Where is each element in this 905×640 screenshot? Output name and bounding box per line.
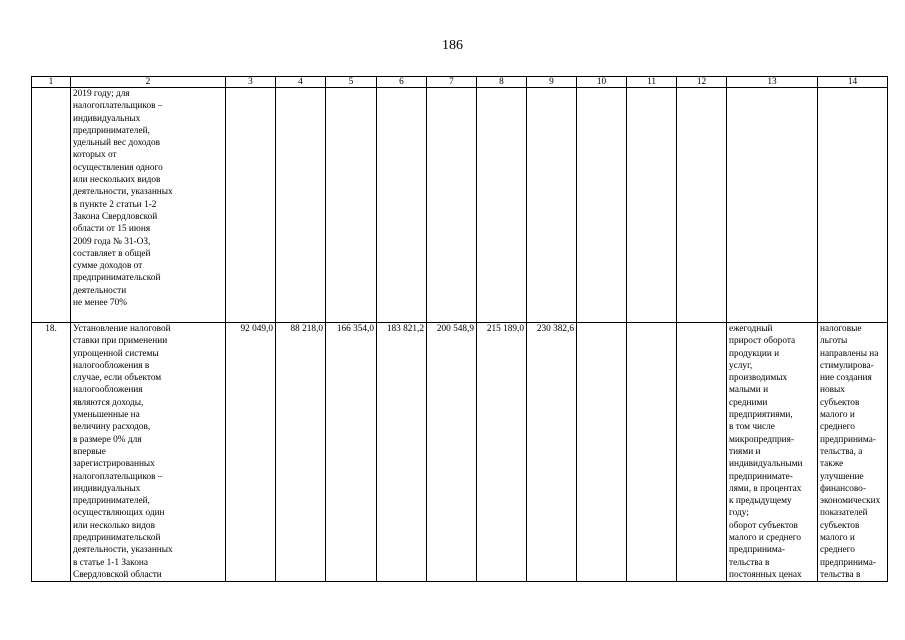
column-header: 13 xyxy=(727,77,818,88)
value-cell xyxy=(427,88,477,323)
column-header: 4 xyxy=(276,77,326,88)
column-header: 9 xyxy=(527,77,577,88)
assessment-cell: налоговые льготы направлены на стимулирова- ние создания новых субъектов малого и среднего предпринима- тельства, а также улучшение финансово- экономических показателей субъектов малого и среднего предпринима- тельства в xyxy=(818,323,888,582)
indicator-cell xyxy=(727,88,818,323)
column-header: 8 xyxy=(477,77,527,88)
indicator-cell: ежегодный прирост оборота продукции и услуг, производимых малыми и средними предприятиями, в том числе микропредприя- тиями и индивидуальными предпринимате- лями, в процентах к предыдущему году; оборот субъектов малого и среднего предпринима- тельства в постоянных ценах xyxy=(727,323,818,582)
column-header: 6 xyxy=(377,77,427,88)
empty-cell xyxy=(677,323,727,582)
column-header: 2 xyxy=(71,77,226,88)
value-cell: 230 382,6 xyxy=(527,323,577,582)
value-cell xyxy=(477,88,527,323)
benefit-description: 2019 году; для налогоплательщиков – индивидуальных предпринимателей, удельный вес доходов которых от осуществления одного или нескольких видов деятельности, указанных в пункте 2 статьи 1-2 Закона Свердловской области от 15 июня 2009 года № 31-ОЗ, составляет в общей сумме доходов от предпринимательской деятельности не менее 70% xyxy=(71,88,226,323)
value-cell xyxy=(226,88,276,323)
value-cell: 166 354,0 xyxy=(326,323,377,582)
empty-cell xyxy=(627,88,677,323)
empty-cell xyxy=(627,323,677,582)
value-cell: 183 821,2 xyxy=(377,323,427,582)
table-row xyxy=(32,323,888,582)
value-cell: 92 049,0 xyxy=(226,323,276,582)
table-row xyxy=(32,88,888,323)
value-cell xyxy=(527,88,577,323)
column-header: 11 xyxy=(627,77,677,88)
value-cell: 200 548,9 xyxy=(427,323,477,582)
column-header: 10 xyxy=(577,77,627,88)
value-cell: 88 218,0 xyxy=(276,323,326,582)
column-header: 1 xyxy=(32,77,71,88)
page-number: 186 xyxy=(442,38,463,53)
benefit-description: Установление налоговой ставки при применении упрощенной системы налогообложения в случае, если объектом налогообложения являются доходы, уменьшенные на величину расходов, в размере 0% для впервые зарегистрированных налогоплательщиков – индивидуальных предпринимателей, осуществляющих один или несколько видов предпринимательской деятельности, указанных в статье 1-1 Закона Свердловской области xyxy=(71,323,226,582)
column-header: 12 xyxy=(677,77,727,88)
value-cell xyxy=(326,88,377,323)
empty-cell xyxy=(577,88,627,323)
value-cell: 215 189,0 xyxy=(477,323,527,582)
column-header: 14 xyxy=(818,77,888,88)
column-header: 5 xyxy=(326,77,377,88)
empty-cell xyxy=(577,323,627,582)
header-row xyxy=(32,77,888,88)
value-cell xyxy=(377,88,427,323)
value-cell xyxy=(276,88,326,323)
row-number: 18. xyxy=(32,323,71,582)
empty-cell xyxy=(677,88,727,323)
column-header: 7 xyxy=(427,77,477,88)
row-number xyxy=(32,88,71,323)
assessment-cell xyxy=(818,88,888,323)
tax-benefits-table xyxy=(31,76,888,582)
column-header: 3 xyxy=(226,77,276,88)
